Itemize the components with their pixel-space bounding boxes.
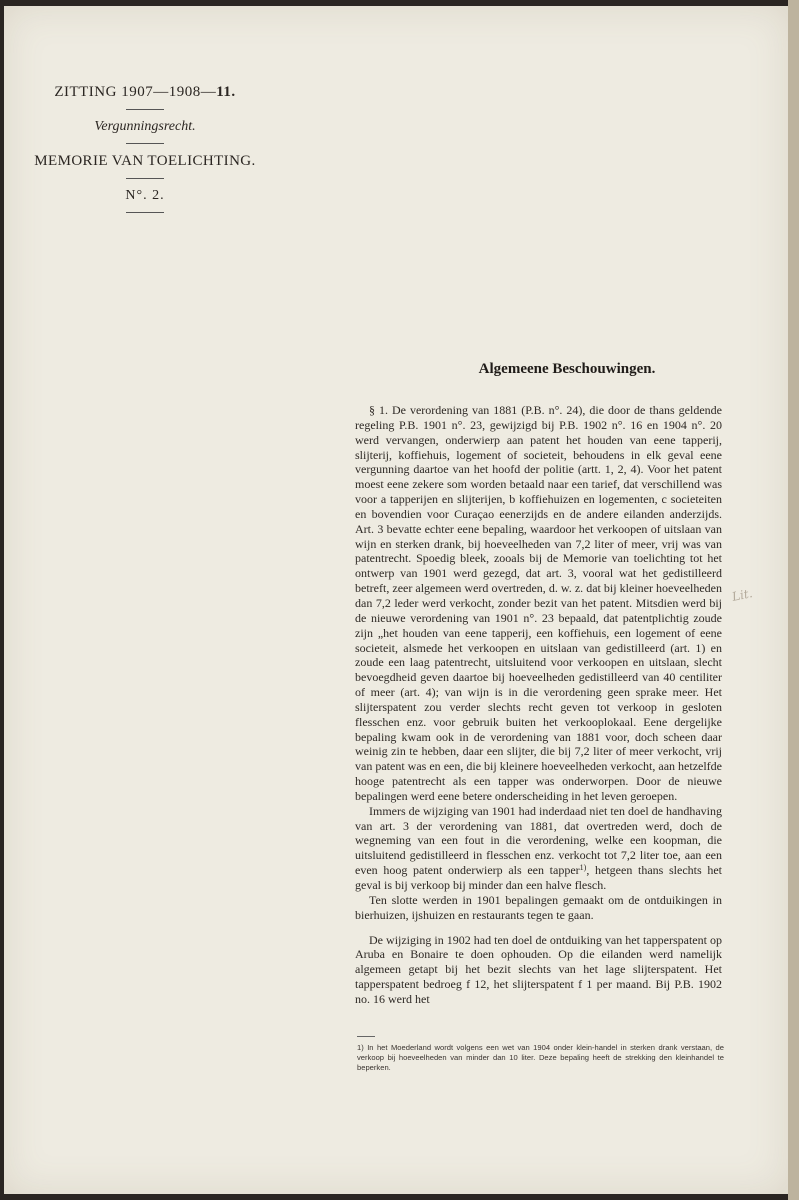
paragraph-text: , hetgeen thans slechts het geval is bij verkoop bij minder dan een halve flesch.	[355, 863, 722, 892]
document-header	[30, 84, 260, 222]
header-divider	[126, 178, 164, 179]
session-number: 11.	[216, 84, 236, 100]
section-heading: Algemeene Beschouwingen.	[478, 361, 656, 377]
paragraph: Ten slotte werden in 1901 bepalingen gemaakt om de ontduikingen in bierhuizen, ijshuizen en restaurants tegen te gaan.	[355, 892, 722, 922]
subject-title: Vergunningsrecht.	[94, 119, 196, 134]
margin-annotation: Lit.	[730, 586, 754, 604]
header-divider	[126, 109, 164, 110]
header-divider	[126, 212, 164, 213]
document-type: MEMORIE VAN TOELICHTING.	[34, 153, 256, 169]
body-text	[355, 403, 722, 1007]
paragraph: De wijziging in 1902 had ten doel de ontduiking van het tapperspatent op Aruba en Bonaire te doen ophouden. Op die eilanden werd namelijk algemeen getapt bij het bezit slechts van het lage slijterspatent. Het tapperspatent bedroeg f 12, het slijterspatent f 1 per maand. Bij P.B. 1902 no. 16 werd het	[355, 932, 722, 1006]
session-line	[30, 84, 260, 101]
footnote: 1) In het Moederland wordt volgens een wet van 1904 onder klein-handel in sterken drank verstaan, de verkoop bij hoeveelheden van minder dan 10 liter. Deze bepaling heeft de strekking den kleinhandel te beperken.	[357, 1043, 724, 1072]
document-number: N°. 2.	[125, 188, 165, 203]
footnote-divider	[357, 1036, 375, 1037]
footnote-reference: 1)	[579, 863, 587, 873]
paragraph-text: Immers de wijziging van 1901 had inderdaad niet ten doel de handhaving van art. 3 der verordening van 1881, dat overtreden werd, doch de wegneming van een fout in die verordening, welke een koopman, die uitsluitend gedistilleerd in flesschen enz. verkocht tot 7,2 liter toe, aan een even hoog patent onderwierp als een tapper	[355, 803, 722, 878]
paragraph	[355, 804, 722, 893]
paragraph: § 1. De verordening van 1881 (P.B. n°. 24), die door de thans geldende regeling P.B. 1901 n°. 23, gewijzigd bij P.B. 1902 n°. 16 en 1904 n°. 20 werd vervangen, onderwierp aan patent het houden van eene tapperij, slijterij, koffiehuis, logement of societeit, behoudens in elk geval eene vergunning daartoe van het hoofd der politie (artt. 1, 2, 4). Voor het patent moest eene zekere som worden betaald naar een tarief, dat verschillend was voor a tapperijen en slijterijen, b koffiehuizen en logementen, c societeiten en bovendien voor Curaçao eenerzijds en de andere eilanden anderzijds. Art. 3 bevatte echter eene bepaling, waardoor het verkoopen of uitslaan van wijn en sterken drank, bij hoeveelheden van 7,2 liter of meer, vrij was van patentrecht. Spoedig bleek, zooals bij de Memorie van toelichting tot het ontwerp van 1901 werd gezegd, dat art. 3, vooral wat het gedistilleerd betreft, zeer algemeen werd overtreden, d. w. z. dat bij kleiner hoeveelheden dan 7,2 leder werd verkocht, zonder bezit van het patent. Mitsdien werd bij de nieuwe verordening van 1901 n°. 23 bepaald, dat patentplichtig zoude zijn „het houden van eene tapperij, een koffiehuis, een logement of eene societeit, alsmede het verkoopen en uitslaan van gedistilleerd (art. 1) en zoude een laag patentrecht, uitsluitend voor verkoopen en uitslaan, slecht bevoegdheid geven daartoe bij hoeveelheden gedistilleerd van 40 centiliter of meer (art. 4); van wijn is in die verordening geen sprake meer. Het slijterspatent zou verder slechts recht geven tot verkoop in gesloten flesschen enz. voor gebruik buiten het verkooplokaal. Eene dergelijke bepaling kwam ook in de verordening van 1881 voor, doch scheen daar weinig zin te hebben, daar een slijter, die bij 7,2 liter of meer verkocht, vrij van patent was en een, die bij kleinere hoeveelheden verkocht, aan hetzelfde hooge patentrecht als een tapper was onderworpen. Door de nieuwe bepalingen werd eene betere onderscheiding in het leven geroepen.	[355, 403, 722, 803]
session-prefix: ZITTING 1907—1908—	[54, 84, 217, 100]
header-divider	[126, 143, 164, 144]
page-edge	[788, 0, 799, 1200]
